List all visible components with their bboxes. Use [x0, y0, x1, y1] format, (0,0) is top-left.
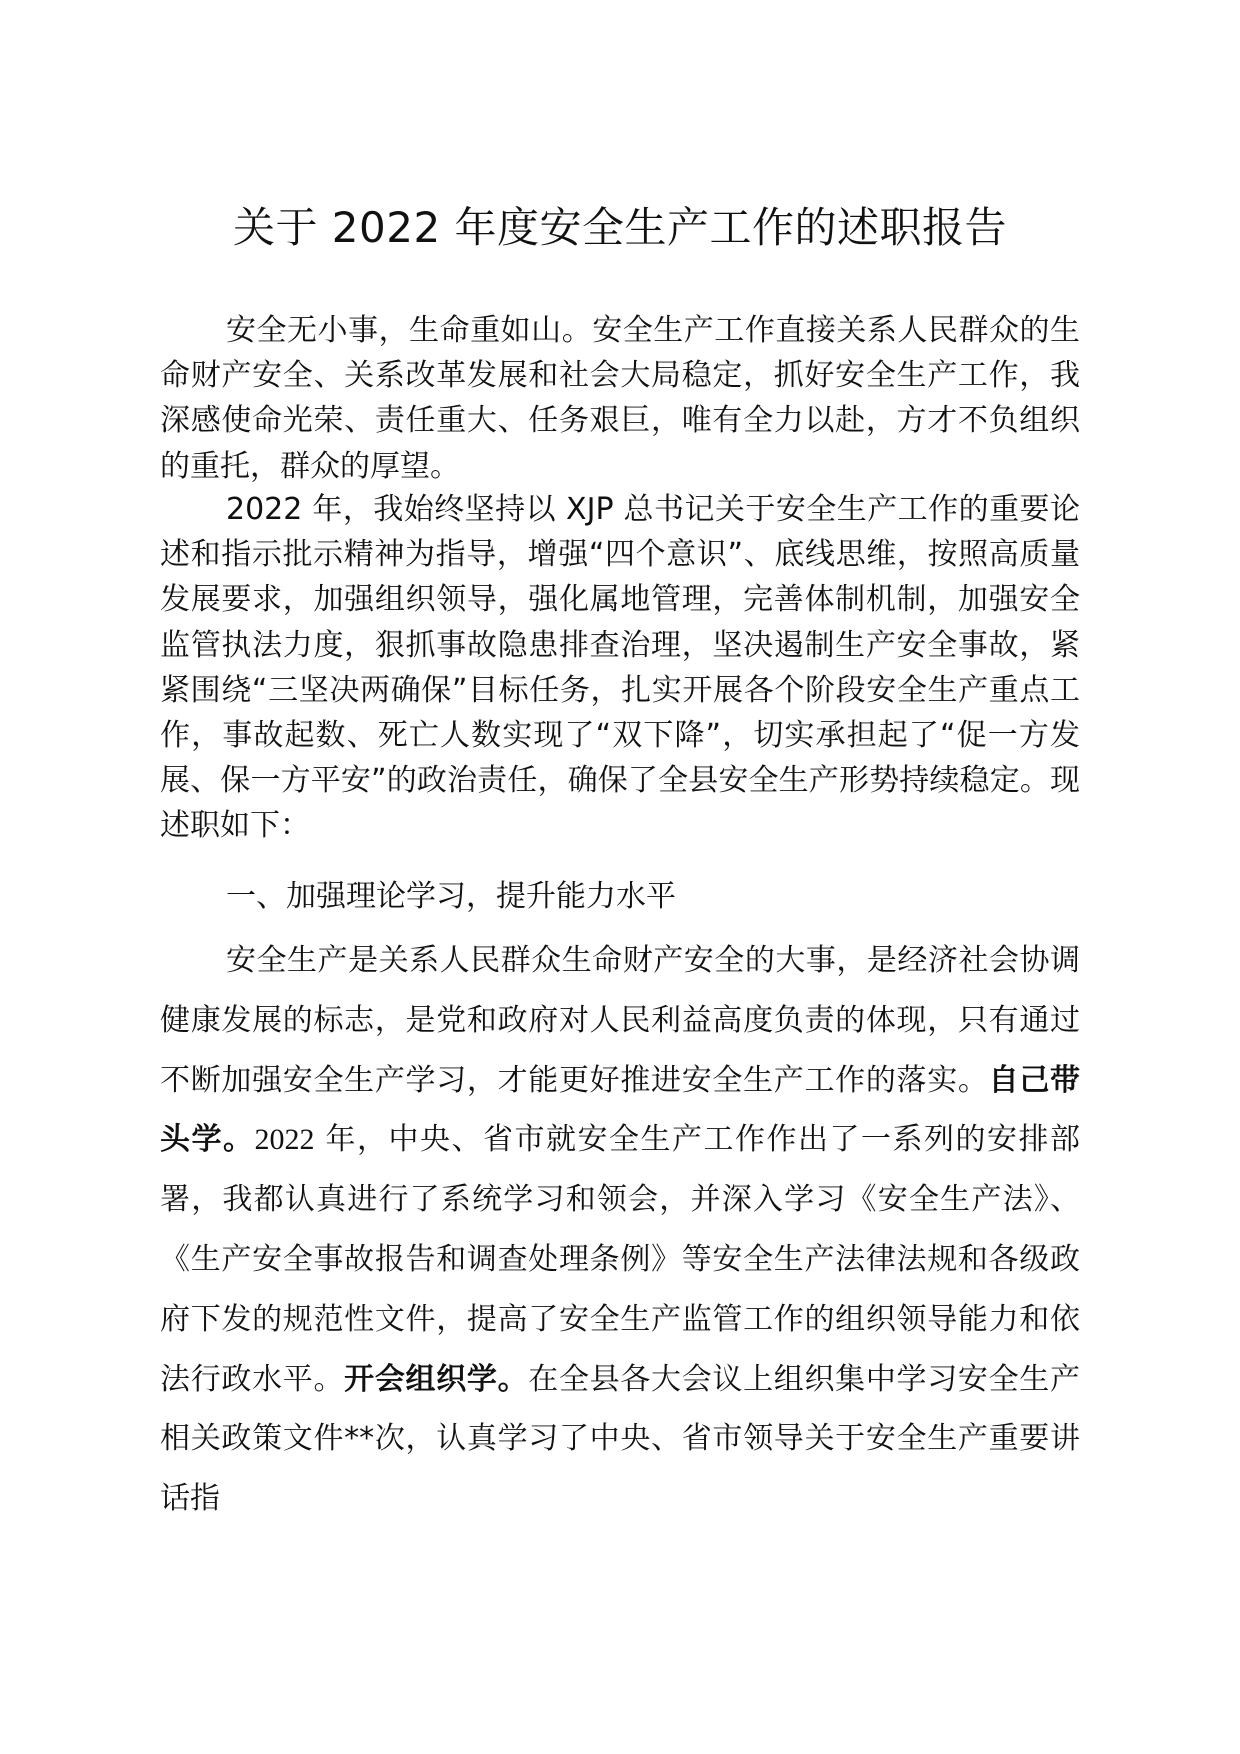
section-1-year: 2022 [254, 1123, 315, 1157]
section-1-heading: 一、加强理论学习，提升能力水平 [226, 879, 676, 914]
section-1-heading-block [160, 874, 1080, 919]
summary-text: 年，我始终坚持以 XJP 总书记关于安全生产工作的重要论述和指示批示精神为指导，增强“四个意识”、底线思维，按照高质量发展要求，加强组织领导，强化属地管理，完善体制机制，加强安全监管执法力度，狠抓事故隐患排查治理，坚决遏制生产安全事故，紧紧围绕“三坚决两确保”目标任务，扎实开展各个阶段安全生产重点工作，事故起数、死亡人数实现了“双下降”，切实承担起了“促一方发展、保一方平安”的政治责任，确保了全县安全生产形势持续稳定。现述职如下： [160, 492, 1080, 844]
intro-paragraph: 安全无小事，生命重如山。安全生产工作直接关系人民群众的生命财产安全、关系改革发展和社会大局稳定，抓好安全生产工作，我深感使命光荣、责任重大、任务艰巨，唯有全力以赴，方才不负组织的重托，群众的厚望。 [160, 313, 1080, 484]
section-1-bold-meeting-study: 开会组织学。 [344, 1361, 529, 1397]
section-1-bold-self-study: 自己带头学。 [160, 1062, 1081, 1158]
summary-block [160, 487, 1080, 849]
section-1-block [160, 931, 1080, 1529]
section-1-text-part-3: 在全县各大会议上组织集中学习安全生产相关政策文件**次，认真学习了中央、省市领导关于安全生产重要讲话指 [160, 1361, 1081, 1517]
section-1-text-part-1: 安全生产是关系人民群众生命财产安全的大事，是经济社会协调健康发展的标志，是党和政府对人民利益高度负责的体现，只有通过不断加强安全生产学习，才能更好推进安全生产工作的落实。 [160, 943, 1080, 1098]
section-1-text-part-2: 年，中央、省市就安全生产工作作出了一系列的安排部署，我都认真进行了系统学习和领会，并深入学习《安全生产法》、《生产安全事故报告和调查处理条例》等安全生产法律法规和各级政府下发的规范性文件，提高了安全生产监管工作的组织领导能力和依法行政水平。 [160, 1122, 1080, 1397]
summary-paragraph [160, 487, 1080, 849]
intro-block [160, 308, 1080, 489]
summary-year: 2022 [226, 492, 303, 527]
document-title: 关于 2022 年度安全生产工作的述职报告 [232, 203, 1008, 252]
section-1-paragraph [160, 931, 1080, 1529]
